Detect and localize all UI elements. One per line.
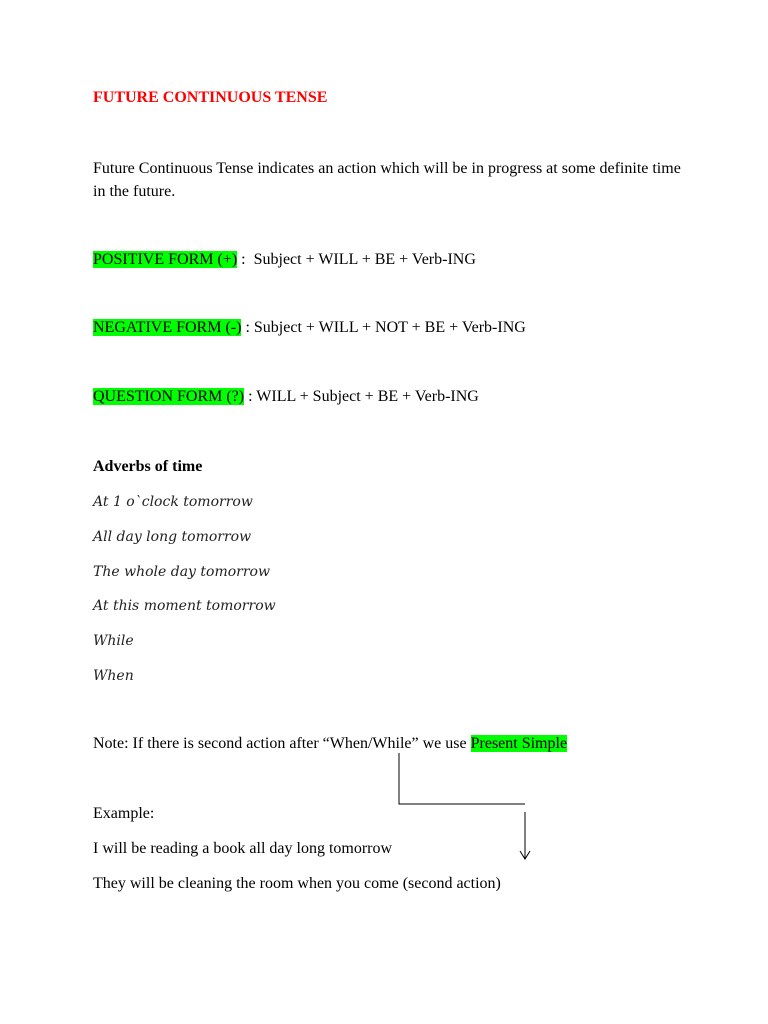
adverbs-heading: Adverbs of time bbox=[93, 458, 203, 475]
positive-form-separator: : bbox=[237, 251, 254, 268]
example-heading: Example: bbox=[93, 805, 155, 822]
adverb-item: At 1 o`clock tomorrow bbox=[93, 494, 253, 510]
adverb-item: While bbox=[93, 633, 134, 649]
positive-form-line bbox=[93, 250, 476, 270]
question-form-line bbox=[93, 387, 479, 407]
adverb-item: All day long tomorrow bbox=[93, 529, 252, 545]
question-form-formula: WILL + Subject + BE + Verb-ING bbox=[256, 388, 479, 405]
question-form-label: QUESTION FORM (?) bbox=[93, 388, 245, 405]
adverb-item: When bbox=[93, 668, 134, 684]
example-sentence: They will be cleaning the room when you come (second action) bbox=[93, 875, 501, 892]
note-text: Note: If there is second action after “When/While” we use bbox=[93, 735, 471, 752]
negative-form-separator: : bbox=[241, 319, 254, 336]
note-line bbox=[93, 734, 567, 754]
question-form-separator: : bbox=[244, 388, 257, 405]
adverb-item: The whole day tomorrow bbox=[93, 564, 270, 580]
positive-form-formula: Subject + WILL + BE + Verb-ING bbox=[253, 251, 476, 268]
page-title: FUTURE CONTINUOUS TENSE bbox=[93, 89, 328, 106]
negative-form-line bbox=[93, 318, 526, 338]
positive-form-label: POSITIVE FORM (+) bbox=[93, 251, 238, 268]
note-highlight: Present Simple bbox=[470, 735, 568, 752]
adverb-item: At this moment tomorrow bbox=[93, 598, 276, 614]
arrow-head bbox=[520, 851, 530, 859]
negative-form-formula: Subject + WILL + NOT + BE + Verb-ING bbox=[253, 319, 526, 336]
negative-form-label: NEGATIVE FORM (-) bbox=[93, 319, 242, 336]
example-sentence: I will be reading a book all day long tomorrow bbox=[93, 840, 393, 857]
arrow-connector-line bbox=[399, 753, 525, 804]
intro-paragraph: Future Continuous Tense indicates an action which will be in progress at some definite time in the future. bbox=[93, 160, 681, 200]
